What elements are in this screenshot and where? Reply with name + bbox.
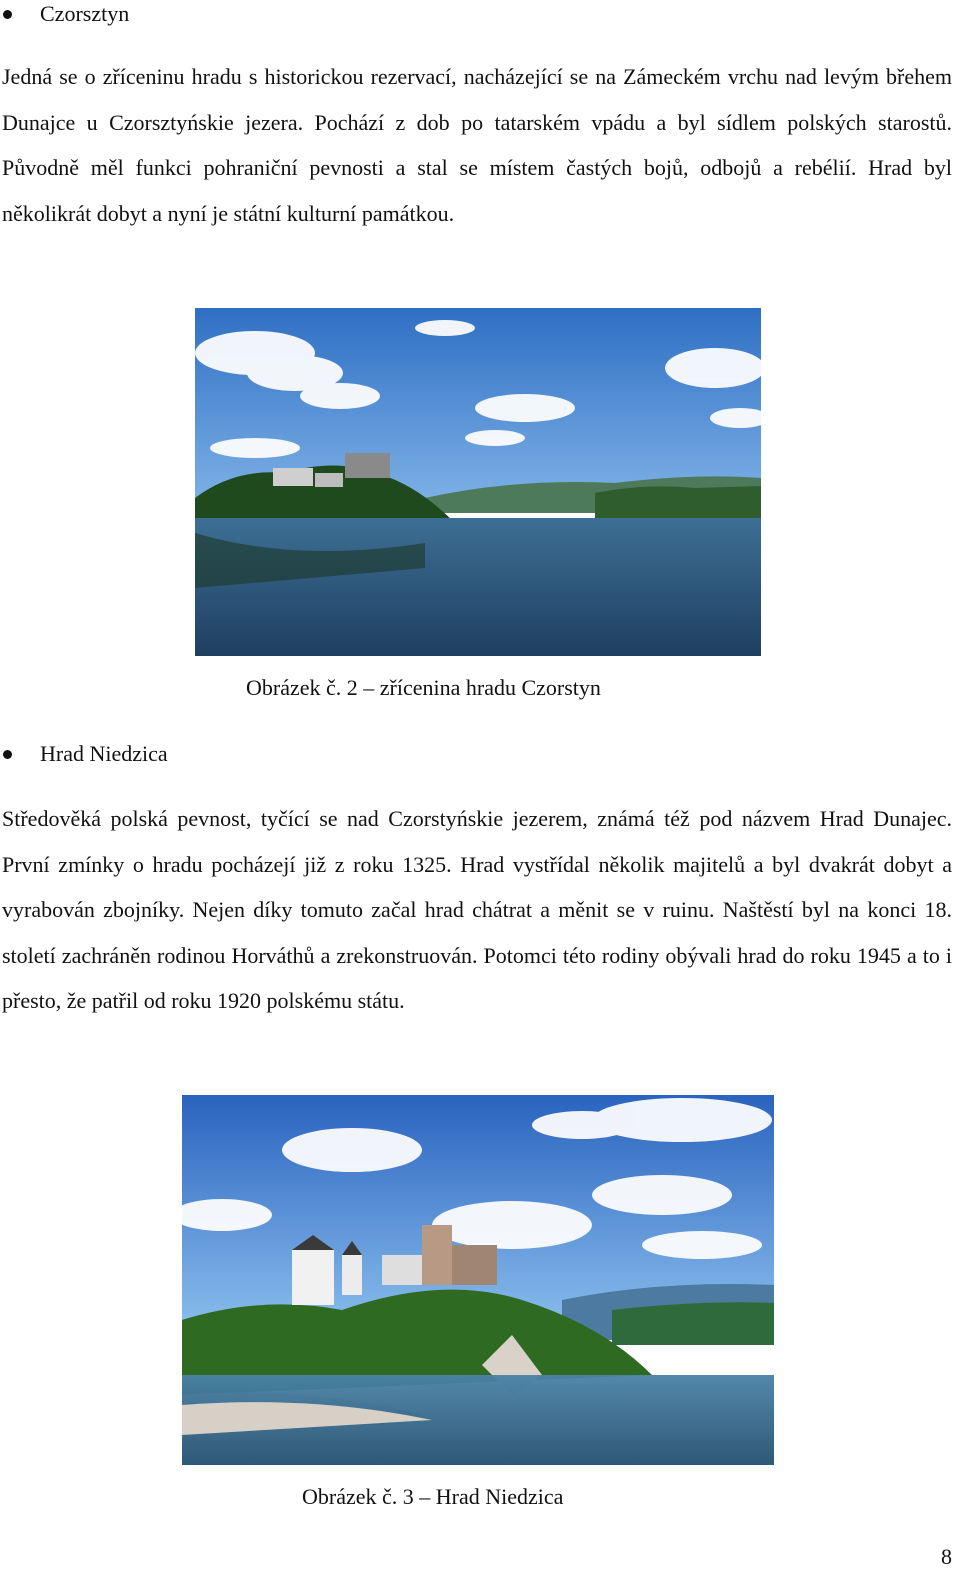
figure-caption: Obrázek č. 2 – zřícenina hradu Czorstyn xyxy=(246,675,601,700)
section-heading: Hrad Niedzica xyxy=(40,741,168,766)
bullet-dot xyxy=(3,750,12,759)
figure-niedzica-photo xyxy=(182,1095,774,1465)
bullet-dot xyxy=(3,10,12,19)
figure-caption: Obrázek č. 3 – Hrad Niedzica xyxy=(302,1484,564,1509)
page-number: 8 xyxy=(941,1544,952,1569)
section-paragraph: Jedná se o zříceninu hradu s historickou rezervací, nacházející se na Zámeckém vrchu nad levým břehem Dunajce u Czorsztyńskie jezera. Pochází z dob po tatarském vpádu a byl sídlem polských starostů. Původně měl funkci pohraniční pevnosti a stal se místem častých bojů, odbojů a rebélií. Hrad byl několikrát dobyt a nyní je státní kulturní památkou. xyxy=(2,64,952,226)
figure-czorsztyn-photo xyxy=(195,308,761,656)
lake-castle-photo xyxy=(195,308,761,656)
section-paragraph: Středověká polská pevnost, tyčící se nad Czorstyńskie jezerem, známá též pod názvem Hrad Dunajec. První zmínky o hradu pocházejí již z roku 1325. Hrad vystřídal několik majitelů a byl dvakrát dobyt a vyrabován zbojníky. Nejen díky tomuto začal hrad chátrat a měnit se v ruinu. Naštěstí byl na konci 18. století zachráněn rodinou Horváthů a zrekonstruován. Potomci této rodiny obývali hrad do roku 1945 a to i přesto, že patřil od roku 1920 polskému státu. xyxy=(2,806,952,1013)
section-heading: Czorsztyn xyxy=(40,1,130,26)
niedzica-castle-photo xyxy=(182,1095,774,1465)
